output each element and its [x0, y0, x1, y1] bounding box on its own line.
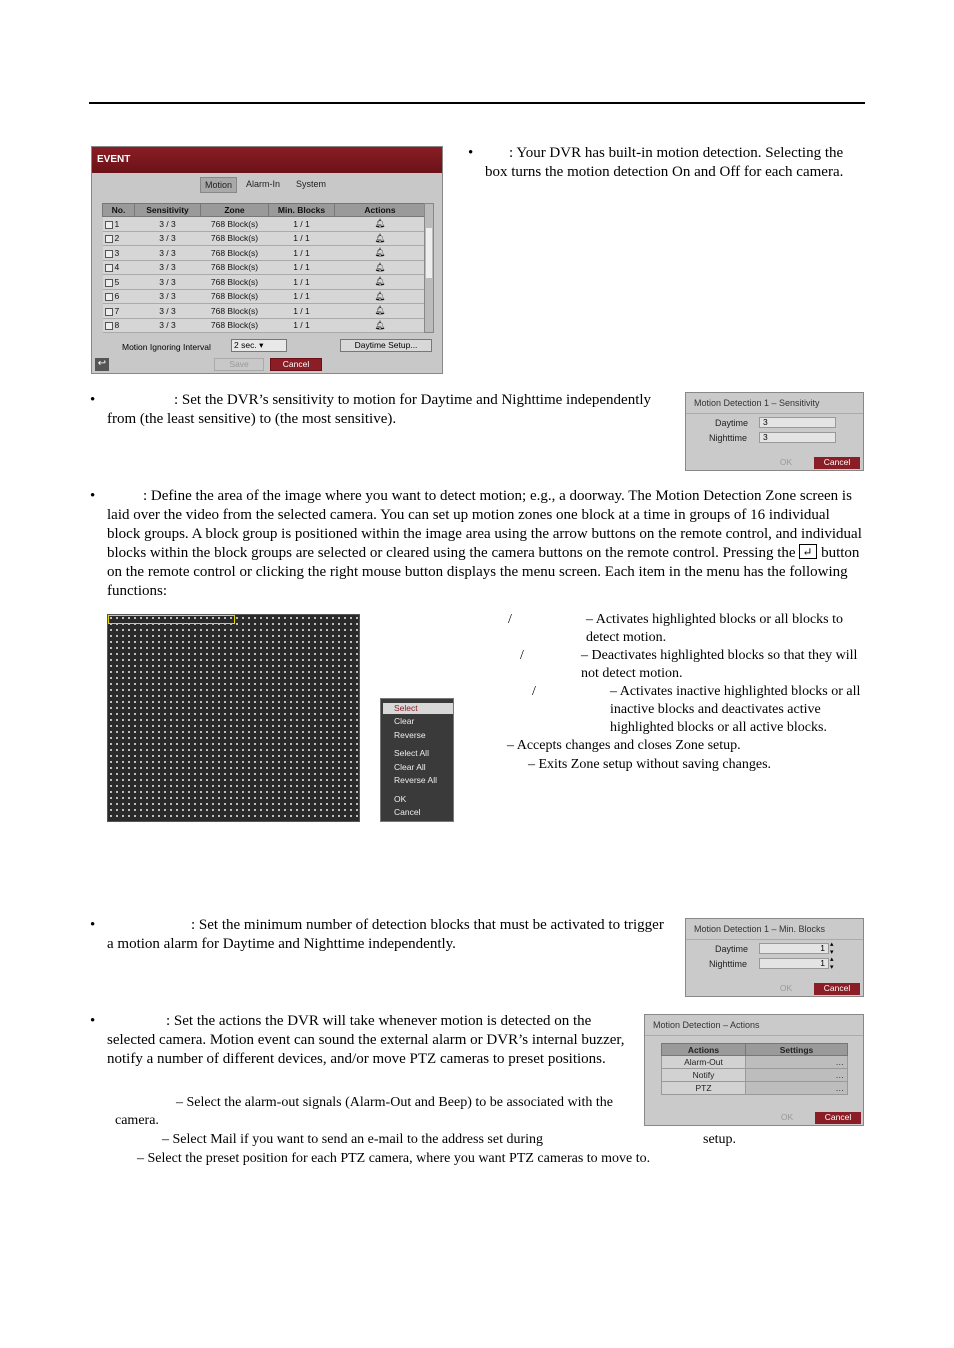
table-row[interactable] — [103, 304, 426, 319]
f2-desc: – Deactivates highlighted blocks so that they will not detect motion. — [581, 648, 858, 681]
enter-key-icon — [799, 544, 817, 559]
checkbox[interactable] — [105, 235, 113, 243]
row-zone[interactable]: 768 Block(s) — [201, 260, 269, 275]
function-clear — [490, 647, 862, 683]
row-no[interactable] — [103, 217, 135, 232]
f5-desc: – Exits Zone setup without saving changes. — [528, 757, 772, 772]
checkbox[interactable] — [105, 293, 113, 301]
actions-text: : Set the actions the DVR will take whenever motion is detected on the selected camera. Motion event can sound the external alarm or DVR’s internal buzzer, notify a number of different devices, and/or move PTZ cameras to preset positions. — [107, 1013, 625, 1067]
minblocks-text: : Set the minimum number of detection blocks that must be activated to trigger a motion alarm for Daytime and Nighttime independently. — [107, 917, 664, 952]
nighttime-label: Nighttime — [709, 433, 748, 443]
row-no[interactable] — [103, 304, 135, 319]
checkbox[interactable] — [105, 221, 113, 229]
ok-button[interactable]: OK — [779, 457, 793, 467]
table-row — [662, 1069, 848, 1082]
f2-sep: / — [520, 648, 524, 663]
f3-desc: – Activates inactive highlighted blocks or all inactive blocks and deactivates active highlighted blocks or all active blocks. — [610, 684, 861, 735]
table-row[interactable] — [103, 318, 426, 333]
row-sensitivity[interactable]: 3 / 3 — [135, 246, 201, 261]
daytime-value: 3 — [763, 417, 768, 427]
bell-icon[interactable]: 🔔︎ — [335, 289, 426, 304]
row-no-label: 5 — [114, 276, 120, 287]
row-min-blocks[interactable]: 1 / 1 — [269, 304, 335, 319]
cancel-button[interactable]: Cancel — [814, 983, 860, 995]
block-group-highlight — [108, 615, 235, 624]
row-zone[interactable]: 768 Block(s) — [201, 231, 269, 246]
table-row[interactable] — [103, 217, 426, 232]
sensitivity-dialog-title: Motion Detection 1 – Sensitivity — [686, 393, 863, 414]
row-no-label: 8 — [114, 320, 120, 331]
row-no[interactable] — [103, 289, 135, 304]
nighttime-select[interactable] — [759, 432, 836, 443]
row-no[interactable] — [103, 260, 135, 275]
row-min-blocks[interactable]: 1 / 1 — [269, 217, 335, 232]
motion-ignoring-value: 2 sec. — [234, 340, 257, 350]
row-min-blocks[interactable]: 1 / 1 — [269, 260, 335, 275]
row-no[interactable] — [103, 246, 135, 261]
minblocks-dialog — [685, 918, 864, 997]
zone-text-a: : Define the area of the image where you want to detect motion; e.g., a doorway. The Motion Detection Zone screen is laid over the video from the selected camera. You can set up motion zones one block at a time in groups of 16 individual block groups. A block group is positioned within the image area using the arrow buttons on the remote control, and individual blocks within the block groups are selected or cleared using the camera buttons on the remote control. Pressing the — [107, 488, 862, 561]
motion-text: : Your DVR has built-in motion detection. Selecting the box turns the motion detection On and Off for each camera. — [485, 145, 844, 180]
motion-ignoring-label: Motion Ignoring Interval — [122, 342, 211, 352]
zone-text-b: button on the remote control or clicking the right mouse button displays the menu screen. Each item in the menu has the following functions: — [107, 545, 860, 599]
row-sensitivity[interactable]: 3 / 3 — [135, 275, 201, 290]
actions-dialog-title: Motion Detection – Actions — [645, 1015, 863, 1036]
col-min-blocks: Min. Blocks — [269, 204, 335, 217]
menu-ok[interactable]: OK — [394, 794, 407, 804]
actions-dialog — [644, 1014, 864, 1126]
checkbox[interactable] — [105, 308, 113, 316]
checkbox[interactable] — [105, 250, 113, 258]
bullet-icon: • — [468, 145, 474, 161]
ok-button[interactable]: OK — [779, 983, 793, 993]
action-name: Alarm-Out — [662, 1056, 746, 1069]
action-notify — [162, 1131, 582, 1149]
bell-icon[interactable]: 🔔︎ — [335, 231, 426, 246]
bell-icon[interactable]: 🔔︎ — [335, 217, 426, 232]
row-no[interactable] — [103, 318, 135, 333]
minblocks-paragraph — [90, 916, 672, 954]
motion-table — [102, 203, 426, 333]
menu-clear[interactable]: Clear — [394, 716, 415, 726]
col-actions: Actions — [335, 204, 426, 217]
bell-icon[interactable]: 🔔︎ — [335, 246, 426, 261]
table-row[interactable] — [103, 275, 426, 290]
row-zone[interactable]: 768 Block(s) — [201, 304, 269, 319]
ok-button[interactable]: OK — [780, 1112, 794, 1122]
a1-desc: – Select the alarm-out signals (Alarm-Out and Beep) to be associated with the camera. — [115, 1095, 613, 1128]
sensitivity-dialog — [685, 392, 864, 471]
menu-select-all[interactable]: Select All — [394, 748, 429, 758]
tab-motion[interactable]: Motion — [200, 177, 237, 193]
table-row[interactable] — [103, 289, 426, 304]
row-zone[interactable]: 768 Block(s) — [201, 318, 269, 333]
row-sensitivity[interactable]: 3 / 3 — [135, 231, 201, 246]
bullet-icon: • — [90, 392, 96, 408]
bullet-icon: • — [90, 917, 96, 933]
row-min-blocks[interactable]: 1 / 1 — [269, 275, 335, 290]
event-title: EVENT — [92, 147, 442, 173]
tab-alarm-in[interactable]: Alarm-In — [246, 179, 281, 189]
menu-reverse[interactable]: Reverse — [394, 730, 426, 740]
daytime-label: Daytime — [715, 944, 749, 954]
cancel-button[interactable]: Cancel — [815, 1112, 861, 1124]
bell-icon[interactable]: 🔔︎ — [335, 260, 426, 275]
bell-icon[interactable]: 🔔︎ — [335, 275, 426, 290]
motion-zone-grid[interactable] — [107, 614, 360, 822]
nighttime-value: 1 — [820, 958, 825, 968]
tab-system[interactable]: System — [296, 179, 327, 189]
zone-paragraph — [90, 487, 865, 601]
header-rule — [89, 102, 865, 104]
action-name: PTZ — [662, 1082, 746, 1095]
a2-desc: – Select Mail if you want to send an e-mail to the address set during — [162, 1132, 544, 1147]
setting-field[interactable]: … — [746, 1069, 848, 1082]
function-ok — [490, 737, 862, 756]
row-no-label: 7 — [114, 305, 120, 316]
daytime-select[interactable] — [759, 417, 836, 428]
bullet-icon: • — [90, 1013, 96, 1029]
cancel-button[interactable]: Cancel — [270, 358, 322, 371]
event-tabs — [92, 175, 443, 195]
scroll-thumb[interactable] — [426, 228, 432, 278]
action-name: Notify — [662, 1069, 746, 1082]
f1-sep: / — [508, 612, 512, 627]
function-reverse — [490, 683, 862, 737]
row-zone[interactable]: 768 Block(s) — [201, 275, 269, 290]
col-zone: Zone — [201, 204, 269, 217]
f3-sep: / — [532, 684, 536, 699]
f4-desc: – Accepts changes and closes Zone setup. — [507, 738, 741, 753]
function-select — [490, 611, 862, 647]
col-actions: Actions — [662, 1044, 746, 1056]
sensitivity-text: : Set the DVR’s sensitivity to motion for Daytime and Nighttime independently from (the least sensitive) to (the most sensitive). — [107, 392, 652, 427]
table-row[interactable] — [103, 231, 426, 246]
col-sensitivity: Sensitivity — [135, 204, 201, 217]
stepper-arrows-icon[interactable]: ▴ ▾ — [830, 956, 834, 971]
setting-field[interactable]: … — [746, 1082, 848, 1095]
col-settings: Settings — [746, 1044, 848, 1056]
row-min-blocks[interactable]: 1 / 1 — [269, 246, 335, 261]
daytime-stepper[interactable] — [759, 943, 829, 954]
row-no[interactable] — [103, 275, 135, 290]
table-row[interactable] — [103, 246, 426, 261]
checkbox[interactable] — [105, 322, 113, 330]
daytime-value: 1 — [820, 943, 825, 953]
table-row — [662, 1056, 848, 1069]
bullet-icon: • — [90, 488, 96, 504]
save-button[interactable]: Save — [214, 358, 264, 371]
row-no-label: 2 — [114, 233, 120, 244]
action-ptz: – Select the preset position for each PTZ camera, where you want PTZ cameras to move to. — [137, 1151, 651, 1166]
cancel-button[interactable]: Cancel — [814, 457, 860, 469]
row-min-blocks[interactable]: 1 / 1 — [269, 318, 335, 333]
table-row[interactable] — [103, 260, 426, 275]
checkbox[interactable] — [105, 264, 113, 272]
row-zone[interactable]: 768 Block(s) — [201, 217, 269, 232]
checkbox[interactable] — [105, 279, 113, 287]
event-screen — [91, 146, 443, 374]
row-no-label: 1 — [114, 218, 120, 229]
row-no-label: 4 — [114, 262, 120, 273]
actions-paragraph — [90, 1012, 627, 1069]
row-no-label: 3 — [114, 247, 120, 258]
action-notify-end: setup. — [703, 1132, 737, 1147]
menu-reverse-all[interactable]: Reverse All — [394, 775, 437, 785]
row-sensitivity[interactable]: 3 / 3 — [135, 318, 201, 333]
chevron-down-icon: ▾ — [259, 340, 264, 350]
function-cancel — [490, 756, 862, 775]
row-sensitivity[interactable]: 3 / 3 — [135, 260, 201, 275]
row-sensitivity[interactable]: 3 / 3 — [135, 217, 201, 232]
setting-field[interactable]: … — [746, 1056, 848, 1069]
row-no[interactable] — [103, 231, 135, 246]
row-sensitivity[interactable]: 3 / 3 — [135, 304, 201, 319]
table-row — [662, 1082, 848, 1095]
row-zone[interactable]: 768 Block(s) — [201, 246, 269, 261]
motion-paragraph — [468, 144, 863, 182]
bell-icon[interactable]: 🔔︎ — [335, 318, 426, 333]
zone-functions — [490, 611, 862, 775]
stepper-arrows-icon[interactable]: ▴ ▾ — [830, 941, 834, 956]
nighttime-stepper[interactable] — [759, 958, 829, 969]
row-min-blocks[interactable]: 1 / 1 — [269, 289, 335, 304]
f1-desc: – Activates highlighted blocks or all blocks to detect motion. — [586, 612, 844, 645]
menu-cancel[interactable]: Cancel — [394, 807, 421, 817]
row-min-blocks[interactable]: 1 / 1 — [269, 231, 335, 246]
sensitivity-paragraph — [90, 391, 672, 429]
daytime-setup-button[interactable]: Daytime Setup... — [340, 339, 432, 352]
back-icon[interactable]: ↩ — [95, 358, 109, 371]
nighttime-value: 3 — [763, 432, 768, 442]
motion-ignoring-select[interactable] — [231, 339, 287, 352]
row-no-label: 6 — [114, 291, 120, 302]
nighttime-label: Nighttime — [709, 959, 748, 969]
menu-clear-all[interactable]: Clear All — [394, 762, 426, 772]
col-no: No. — [103, 204, 135, 217]
bell-icon[interactable]: 🔔︎ — [335, 304, 426, 319]
zone-menu — [380, 698, 454, 822]
action-alarm-out — [115, 1094, 627, 1130]
row-zone[interactable]: 768 Block(s) — [201, 289, 269, 304]
actions-table — [661, 1043, 848, 1095]
row-sensitivity[interactable]: 3 / 3 — [135, 289, 201, 304]
table-scrollbar[interactable] — [424, 203, 434, 333]
daytime-label: Daytime — [715, 418, 749, 428]
minblocks-dialog-title: Motion Detection 1 – Min. Blocks — [686, 919, 863, 940]
menu-select[interactable]: Select — [383, 703, 453, 714]
